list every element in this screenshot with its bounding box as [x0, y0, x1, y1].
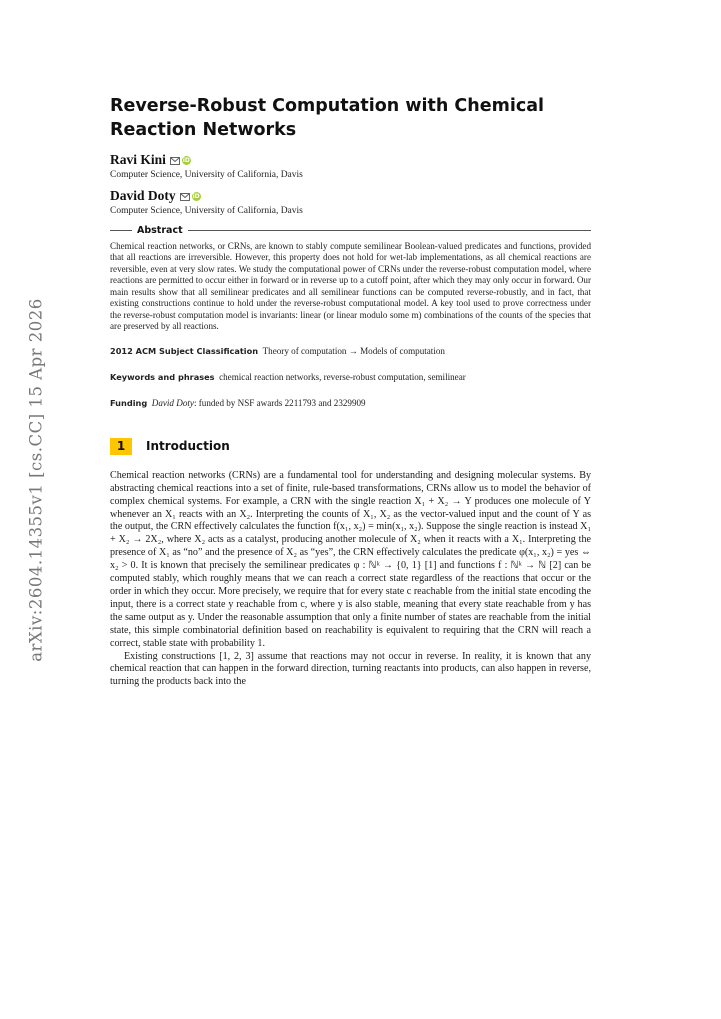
introduction-body: [110, 470, 591, 689]
acm-label: 2012 ACM Subject Classification: [110, 345, 259, 356]
abstract-paragraph: Chemical reaction networks, or CRNs, are known to stably compute semilinear Boolean-valued predicates and functions, provided that all reactions are irreversible. However, this property does not hold for wet-lab implementations, as all chemical reactions are reversible, even at very slow rates. We study the computational power of CRNs under the reverse-robust computation model, where reactions are permitted to occur either in forward or in reverse up to a cutoff point, after which they may only occur in forward. Our main results show that all semilinear predicates and all semilinear functions can be computed reverse-robustly, and in fact, that existing constructions continue to hold under the reverse-robust computational model. A key tool used to prove correctness under the reverse-robust computation model is invariants: linear (or linear modulo some m) combinations of the counts of the species that are preserved by all reactions.: [110, 240, 591, 332]
mail-icon[interactable]: [170, 153, 180, 169]
title-line-2: Reaction Networks: [110, 120, 297, 140]
acm-classification: [110, 345, 591, 357]
author-1: [110, 152, 591, 181]
orcid-icon[interactable]: iD: [182, 157, 190, 165]
paper-content: [110, 94, 591, 689]
abstract-body: [110, 241, 591, 333]
intro-paragraph-1: Chemical reaction networks (CRNs) are a fundamental tool for understanding and designing molecular systems. By abstracting chemical reactions into a set of finite, rule-based transformations, CRNs allow us to model the behavior of complex chemical systems. For example, a CRN with the single reaction X₁ + X₂ → Y produces one molecule of Y whenever an X₁ reacts with an X₂. Interpreting the counts of X₁, X₂ as the vector-valued input and the count of Y as the output, the CRN effectively calculates the function f(x₁, x₂) = min(x₁, x₂). Suppose the single reaction is instead X₁ + X₂ → 2X₂, where X₂ acts as a catalyst, producing another molecule of X₂ when it reacts with a X₁. Interpreting the presence of X₁ as “no” and the presence of X₂ as “yes”, the CRN effectively calculates the predicate φ(x₁, x₂) = yes ⇔ x₂ > 0. It is known that precisely the semilinear predicates φ : ℕᵏ → {0, 1} [1] and functions f : ℕᵏ → ℕ [2] can be computed stably, which roughly means that we can reach a correct state regardless of the reactions that occur or the order in which they occur. More precisely, we require that for every state c reachable from the initial state encoding the input, there is a correct state y reachable from c, where y is also stable, meaning that every state reachable from y has the same output as y. Under the reasonable assumption that only a finite number of states are reachable from the initial state, this simple combinatorial definition based on reachability is equivalent to requiring that the CRN will reach a correct, stable state with probability 1.: [110, 469, 591, 649]
arxiv-identifier: arXiv:2604.14355v1 [cs.CC] 15 Apr 2026: [26, 298, 46, 662]
section-title: Introduction: [146, 439, 230, 454]
mail-icon[interactable]: [180, 189, 190, 205]
title-line-1: Reverse-Robust Computation with Chemical: [110, 96, 545, 116]
acm-value: Theory of computation → Models of computation: [262, 345, 445, 356]
arxiv-sidebar: [20, 295, 52, 665]
abstract-label: Abstract: [137, 224, 183, 236]
section-heading: [110, 438, 591, 455]
funding-name: David Doty: [151, 397, 194, 408]
keywords-label: Keywords and phrases: [110, 371, 215, 382]
funding: [110, 397, 591, 409]
funding-label: Funding: [110, 397, 148, 408]
author-name: Ravi Kini: [110, 152, 166, 167]
author-name: David Doty: [110, 187, 176, 203]
intro-paragraph-2: Existing constructions [1, 2, 3] assume that reactions may not occur in reverse. In reality, it is known that any chemical reaction that can happen in the forward direction, turning reactants into products, can also happen in reverse, turning the products back into the: [110, 650, 591, 688]
keywords-value: chemical reaction networks, reverse-robust computation, semilinear: [219, 371, 466, 382]
author-affiliation: Computer Science, University of California, Davis: [110, 169, 303, 180]
abstract-heading: [110, 225, 591, 236]
author-2: [110, 188, 591, 217]
funding-value: : funded by NSF awards 2211793 and 2329909: [193, 397, 366, 408]
author-affiliation: Computer Science, University of California, Davis: [110, 205, 303, 216]
abstract-rule-right: [188, 230, 591, 231]
section-number: 1: [110, 438, 132, 455]
orcid-icon[interactable]: iD: [192, 193, 200, 201]
abstract-rule-left: [110, 230, 132, 231]
paper-title: [110, 94, 591, 142]
keywords: [110, 371, 591, 383]
